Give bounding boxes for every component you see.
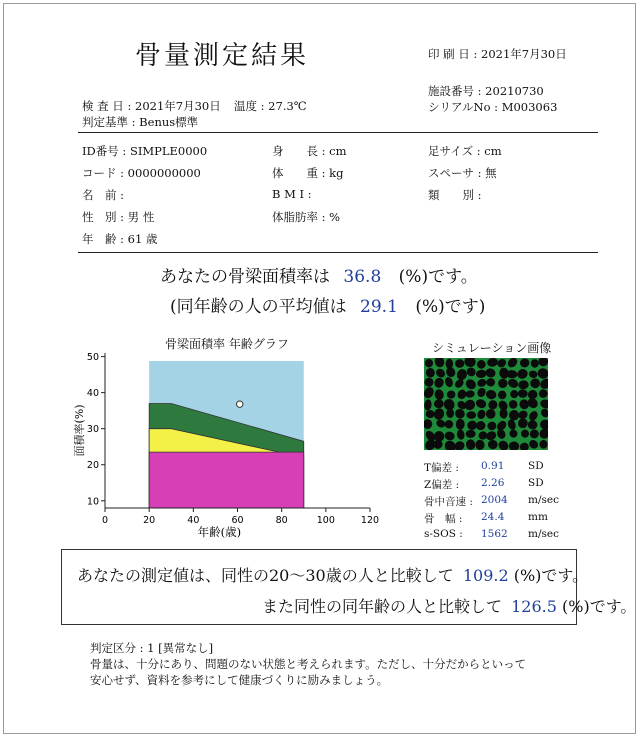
x-tick-label: 100 [316, 515, 335, 526]
sim-row-z [424, 477, 604, 494]
chart-title: 骨梁面積率 年齢グラフ [165, 337, 289, 351]
sim-row-sos [424, 494, 604, 511]
sim-row-width [424, 511, 604, 528]
divider-bottom [78, 252, 598, 253]
category: 類 別 : [428, 188, 482, 202]
compare-value-2: 126.5 [511, 597, 557, 616]
sim-value: 1562 [481, 528, 508, 540]
sim-unit: m/sec [528, 528, 559, 540]
age-graph-chart [70, 350, 390, 540]
y-tick-label: 30 [86, 424, 99, 436]
sim-unit: SD [528, 477, 544, 489]
x-tick-label: 120 [360, 515, 380, 526]
x-axis-label: 年齢(歳) [197, 525, 242, 539]
bmi: B M I : [272, 187, 312, 201]
sim-value: 2004 [481, 494, 508, 506]
compare-unit-2: (%)です。 [562, 597, 637, 616]
body-fat: 体脂肪率 : % [272, 210, 341, 224]
facility-number: 施設番号 : 20210730 [428, 84, 544, 98]
judgement-text-2: 安心せず、資料を参考にして健康づくりに励みましょう。 [90, 673, 389, 687]
y-tick-label: 40 [86, 388, 99, 400]
x-tick-label: 40 [187, 515, 200, 526]
compare-line-1 [77, 563, 588, 586]
sim-row-ssos [424, 528, 604, 545]
sim-value: 2.26 [481, 477, 505, 489]
y-tick-label: 50 [86, 352, 99, 364]
sim-row-t [424, 460, 604, 477]
compare-unit-1: (%)です。 [513, 566, 589, 585]
sim-value: 24.4 [481, 511, 505, 523]
chart-band [149, 452, 304, 508]
y-axis-label: 面積率(%) [73, 404, 86, 457]
judgement-category: 判定区分 : 1 [異常なし] [90, 641, 214, 655]
spacer: スペーサ : 無 [428, 166, 497, 180]
y-tick-label: 10 [86, 496, 99, 508]
sim-label: T偏差 : [424, 462, 459, 474]
x-tick-label: 20 [143, 515, 156, 526]
average-value: 29.1 [360, 297, 398, 317]
judgement-criterion: 判定基準 : Benus標準 [82, 115, 199, 129]
code: コード : 0000000000 [82, 166, 201, 180]
sim-label: 骨 幅 : [424, 513, 463, 525]
x-tick-label: 60 [231, 515, 244, 526]
compare-line-2 [262, 594, 636, 617]
id-number: ID番号 : SIMPLE0000 [82, 144, 208, 158]
judgement-text-1: 骨量は、十分にあり、問題のない状態と考えられます。ただし、十分だからといって [90, 657, 527, 671]
compare-text-2: また同性の同年齢の人と比較して [262, 597, 503, 616]
report-title: 骨量測定結果 [135, 41, 310, 71]
result-value: 36.8 [343, 267, 382, 287]
simulation-title: シミュレーション画像 [432, 341, 552, 355]
sim-unit: m/sec [528, 494, 559, 506]
print-date: 印 刷 日 : 2021年7月30日 [428, 47, 567, 61]
exam-date: 検 査 日 : 2021年7月30日 [82, 99, 221, 113]
simulation-results [424, 460, 604, 545]
result-unit: (%)です。 [398, 267, 478, 287]
sim-unit: mm [528, 511, 548, 523]
sim-value: 0.91 [481, 460, 505, 472]
result-line-2 [170, 292, 485, 317]
average-text: (同年齢の人の平均値は [170, 297, 347, 317]
sim-label: Z偏差 : [424, 479, 460, 491]
serial-number: シリアルNo : M003063 [428, 100, 558, 114]
result-line-1 [160, 262, 478, 287]
sex: 性 別 : 男 性 [82, 210, 155, 224]
x-tick-label: 0 [101, 515, 109, 526]
weight: 体 重 : kg [272, 166, 344, 180]
simulation-image [424, 358, 548, 450]
result-text: あなたの骨梁面積率は [160, 267, 330, 287]
divider-top [78, 132, 598, 133]
average-unit: (%)です) [415, 297, 486, 317]
compare-value-1: 109.2 [462, 566, 509, 585]
sim-pore [466, 430, 476, 438]
age: 年 齢 : 61 歳 [82, 232, 158, 246]
foot-size: 足サイズ : cm [428, 144, 502, 158]
sim-label: s-SOS : [424, 528, 463, 540]
height: 身 長 : cm [272, 144, 347, 158]
name: 名 前 : [82, 188, 125, 202]
temperature: 温度 : 27.3℃ [234, 99, 307, 113]
compare-text-1: あなたの測定値は、同性の20～30歳の人と比較して [77, 566, 454, 585]
sim-unit: SD [528, 460, 544, 472]
x-tick-label: 80 [275, 515, 288, 526]
sim-pore [466, 411, 476, 419]
y-tick-label: 20 [86, 460, 99, 472]
data-point [237, 401, 243, 407]
sim-label: 骨中音速 : [424, 496, 473, 508]
